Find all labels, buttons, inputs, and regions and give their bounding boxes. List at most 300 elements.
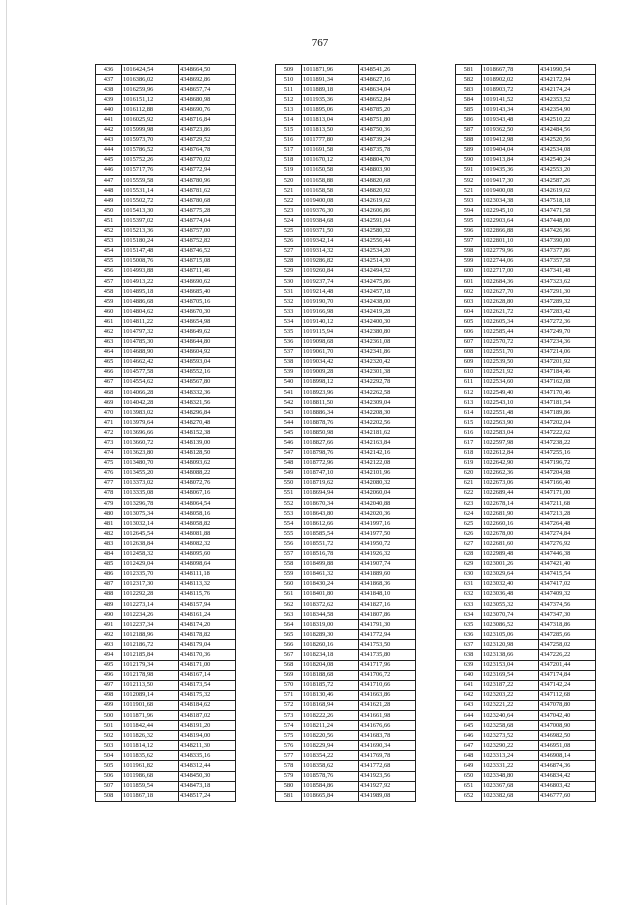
x-coordinate-cell: 1023029,64 (482, 569, 539, 579)
point-number-cell: 636 (456, 630, 482, 640)
x-coordinate-cell: 1022660,16 (482, 519, 539, 529)
x-coordinate-cell: 1011859,54 (122, 781, 179, 791)
x-coordinate-cell: 1018878,76 (302, 418, 359, 428)
y-coordinate-cell: 4341663,86 (359, 690, 416, 700)
x-coordinate-cell: 1018811,50 (302, 398, 359, 408)
y-coordinate-cell: 4348690,76 (179, 105, 236, 115)
table-row (276, 196, 416, 206)
x-coordinate-cell: 1018354,22 (302, 751, 359, 761)
point-number-cell: 514 (276, 115, 302, 125)
y-coordinate-cell: 4348723,86 (179, 125, 236, 135)
point-number-cell: 570 (276, 680, 302, 690)
y-coordinate-cell: 4348770,02 (179, 155, 236, 165)
point-number-cell: 546 (276, 438, 302, 448)
point-number-cell: 648 (456, 751, 482, 761)
y-coordinate-cell: 4347341,48 (539, 266, 596, 276)
x-coordinate-cell: 1011891,34 (302, 75, 359, 85)
y-coordinate-cell: 4347448,00 (539, 216, 596, 226)
y-coordinate-cell: 4341683,78 (359, 731, 416, 741)
table-row (276, 700, 416, 710)
y-coordinate-cell: 4347171,00 (539, 488, 596, 498)
x-coordinate-cell: 1022673,06 (482, 478, 539, 488)
point-number-cell: 609 (456, 357, 482, 367)
point-number-cell: 494 (96, 650, 122, 660)
y-coordinate-cell: 4341990,54 (539, 65, 596, 75)
x-coordinate-cell: 1023273,52 (482, 731, 539, 741)
x-coordinate-cell: 1019371,50 (302, 226, 359, 236)
y-coordinate-cell: 4348184,62 (179, 700, 236, 710)
point-number-cell: 652 (456, 791, 482, 801)
y-coordinate-cell: 4347204,98 (539, 468, 596, 478)
x-coordinate-cell: 1018319,00 (302, 620, 359, 630)
table-row (456, 226, 596, 236)
x-coordinate-cell: 1019400,08 (302, 196, 359, 206)
x-coordinate-cell: 1018903,72 (482, 85, 539, 95)
y-coordinate-cell: 4341753,50 (359, 640, 416, 650)
table-row (456, 65, 596, 75)
y-coordinate-cell: 4342419,28 (359, 307, 416, 317)
x-coordinate-cell: 1011813,50 (302, 125, 359, 135)
table-row (456, 145, 596, 155)
point-number-cell: 472 (96, 428, 122, 438)
point-number-cell: 623 (456, 499, 482, 509)
point-number-cell: 621 (456, 478, 482, 488)
x-coordinate-cell: 1019098,68 (302, 337, 359, 347)
point-number-cell: 452 (96, 226, 122, 236)
point-number-cell: 444 (96, 145, 122, 155)
x-coordinate-cell: 1018670,34 (302, 499, 359, 509)
y-coordinate-cell: 4348067,16 (179, 488, 236, 498)
y-coordinate-cell: 4348692,86 (179, 75, 236, 85)
point-number-cell: 483 (96, 539, 122, 549)
x-coordinate-cell: 1023348,80 (482, 771, 539, 781)
x-coordinate-cell: 1012234,26 (122, 610, 179, 620)
x-coordinate-cell: 1018772,96 (302, 458, 359, 468)
table-row (456, 216, 596, 226)
y-coordinate-cell: 4347289,32 (539, 297, 596, 307)
x-coordinate-cell: 1022801,10 (482, 236, 539, 246)
table-row (456, 468, 596, 478)
x-coordinate-cell: 1023290,22 (482, 741, 539, 751)
x-coordinate-cell: 1022678,00 (482, 529, 539, 539)
table-row (456, 680, 596, 690)
x-coordinate-cell: 1011986,68 (122, 771, 179, 781)
x-coordinate-cell: 1018665,84 (302, 791, 359, 801)
point-number-cell: 571 (276, 690, 302, 700)
y-coordinate-cell: 4341907,74 (359, 559, 416, 569)
point-number-cell: 516 (276, 135, 302, 145)
x-coordinate-cell: 1011826,32 (122, 731, 179, 741)
x-coordinate-cell: 1022689,44 (482, 488, 539, 498)
y-coordinate-cell: 4342208,30 (359, 408, 416, 418)
x-coordinate-cell: 1018168,94 (302, 700, 359, 710)
table-row (96, 458, 236, 468)
table-row (456, 488, 596, 498)
table-row (96, 115, 236, 125)
y-coordinate-cell: 4348644,80 (179, 337, 236, 347)
table-row (96, 741, 236, 751)
table-row (456, 569, 596, 579)
point-number-cell: 590 (456, 155, 482, 165)
table-row (456, 741, 596, 751)
x-coordinate-cell: 1018289,30 (302, 630, 359, 640)
point-number-cell: 478 (96, 488, 122, 498)
y-coordinate-cell: 4342520,56 (539, 135, 596, 145)
x-coordinate-cell: 1022563,90 (482, 418, 539, 428)
y-coordinate-cell: 4342438,00 (359, 297, 416, 307)
point-number-cell: 624 (456, 509, 482, 519)
x-coordinate-cell: 1022570,72 (482, 337, 539, 347)
y-coordinate-cell: 4347471,58 (539, 206, 596, 216)
table-row (96, 165, 236, 175)
table-row (456, 549, 596, 559)
table-row (456, 539, 596, 549)
y-coordinate-cell: 4347226,22 (539, 650, 596, 660)
x-coordinate-cell: 1023086,52 (482, 620, 539, 630)
table-row (456, 75, 596, 85)
y-coordinate-cell: 4342580,32 (359, 226, 416, 236)
y-coordinate-cell: 4347272,36 (539, 317, 596, 327)
x-coordinate-cell: 1018211,24 (302, 721, 359, 731)
y-coordinate-cell: 4341706,72 (359, 670, 416, 680)
x-coordinate-cell: 1014577,58 (122, 367, 179, 377)
y-coordinate-cell: 4348803,90 (359, 165, 416, 175)
point-number-cell: 610 (456, 367, 482, 377)
table-row (276, 509, 416, 519)
table-row (96, 711, 236, 721)
point-number-cell: 524 (276, 216, 302, 226)
table-row (456, 135, 596, 145)
point-number-cell: 462 (96, 327, 122, 337)
y-coordinate-cell: 4348113,32 (179, 579, 236, 589)
table-row (96, 700, 236, 710)
x-coordinate-cell: 1022642,90 (482, 458, 539, 468)
table-row (276, 438, 416, 448)
x-coordinate-cell: 1011658,58 (302, 186, 359, 196)
table-row (276, 297, 416, 307)
point-number-cell: 474 (96, 448, 122, 458)
x-coordinate-cell: 1022521,92 (482, 367, 539, 377)
y-coordinate-cell: 4347390,00 (539, 236, 596, 246)
y-coordinate-cell: 4348634,04 (359, 85, 416, 95)
table-row (456, 610, 596, 620)
point-number-cell: 555 (276, 529, 302, 539)
point-number-cell: 491 (96, 620, 122, 630)
y-coordinate-cell: 4347258,02 (539, 640, 596, 650)
y-coordinate-cell: 4348173,54 (179, 680, 236, 690)
y-coordinate-cell: 4347377,86 (539, 246, 596, 256)
table-row (276, 660, 416, 670)
table-row (456, 751, 596, 761)
x-coordinate-cell: 1015008,76 (122, 256, 179, 266)
x-coordinate-cell: 1018401,80 (302, 589, 359, 599)
y-coordinate-cell: 4348139,00 (179, 438, 236, 448)
point-number-cell: 445 (96, 155, 122, 165)
y-coordinate-cell: 4347222,62 (539, 428, 596, 438)
table-row (456, 85, 596, 95)
y-coordinate-cell: 4347184,46 (539, 367, 596, 377)
table-row (276, 347, 416, 357)
y-coordinate-cell: 4342619,62 (539, 186, 596, 196)
y-coordinate-cell: 4342122,08 (359, 458, 416, 468)
y-coordinate-cell: 4347112,68 (539, 690, 596, 700)
point-number-cell: 499 (96, 700, 122, 710)
y-coordinate-cell: 4347291,30 (539, 287, 596, 297)
point-number-cell: 529 (276, 266, 302, 276)
x-coordinate-cell: 1012429,04 (122, 559, 179, 569)
x-coordinate-cell: 1014886,68 (122, 297, 179, 307)
table-row (456, 559, 596, 569)
y-coordinate-cell: 4341661,98 (359, 711, 416, 721)
y-coordinate-cell: 4347238,22 (539, 438, 596, 448)
y-coordinate-cell: 4348751,80 (359, 115, 416, 125)
point-number-cell: 583 (456, 85, 482, 95)
x-coordinate-cell: 1014554,62 (122, 377, 179, 387)
table-row (276, 539, 416, 549)
x-coordinate-cell: 1015413,30 (122, 206, 179, 216)
y-coordinate-cell: 4348775,28 (179, 206, 236, 216)
point-number-cell: 437 (96, 75, 122, 85)
table-row (276, 165, 416, 175)
table-row (96, 620, 236, 630)
y-coordinate-cell: 4348664,50 (179, 65, 236, 75)
x-coordinate-cell: 1023169,54 (482, 670, 539, 680)
x-coordinate-cell: 1022621,72 (482, 307, 539, 317)
table-row (96, 549, 236, 559)
table-row (96, 509, 236, 519)
table-row (456, 408, 596, 418)
table-row (96, 216, 236, 226)
y-coordinate-cell: 4348552,16 (179, 367, 236, 377)
table-row (276, 287, 416, 297)
x-coordinate-cell: 1023105,06 (482, 630, 539, 640)
x-coordinate-cell: 1015752,26 (122, 155, 179, 165)
x-coordinate-cell: 1022551,70 (482, 347, 539, 357)
point-number-cell: 543 (276, 408, 302, 418)
y-coordinate-cell: 4348705,16 (179, 297, 236, 307)
table-row (276, 771, 416, 781)
point-number-cell: 646 (456, 731, 482, 741)
table-row (96, 105, 236, 115)
x-coordinate-cell: 1023187,22 (482, 680, 539, 690)
table-row (276, 145, 416, 155)
point-number-cell: 482 (96, 529, 122, 539)
point-number-cell: 598 (456, 246, 482, 256)
x-coordinate-cell: 1018229,94 (302, 741, 359, 751)
point-number-cell: 457 (96, 276, 122, 286)
point-number-cell: 466 (96, 367, 122, 377)
x-coordinate-cell: 1012113,50 (122, 680, 179, 690)
x-coordinate-cell: 1012645,54 (122, 529, 179, 539)
x-coordinate-cell: 1011658,88 (302, 176, 359, 186)
point-number-cell: 480 (96, 509, 122, 519)
table-row (276, 690, 416, 700)
x-coordinate-cell: 1023055,32 (482, 599, 539, 609)
table-row (96, 418, 236, 428)
x-coordinate-cell: 1023001,26 (482, 559, 539, 569)
y-coordinate-cell: 4347283,42 (539, 307, 596, 317)
point-number-cell: 578 (276, 761, 302, 771)
point-number-cell: 589 (456, 145, 482, 155)
point-number-cell: 542 (276, 398, 302, 408)
table-row (276, 610, 416, 620)
x-coordinate-cell: 1019237,74 (302, 276, 359, 286)
y-coordinate-cell: 4346777,60 (539, 791, 596, 801)
y-coordinate-cell: 4348820,68 (359, 176, 416, 186)
table-row (456, 398, 596, 408)
y-coordinate-cell: 4347264,48 (539, 519, 596, 529)
x-coordinate-cell: 1018260,16 (302, 640, 359, 650)
table-row (276, 216, 416, 226)
y-coordinate-cell: 4342484,56 (539, 125, 596, 135)
point-number-cell: 630 (456, 569, 482, 579)
table-row (276, 95, 416, 105)
table-row (96, 186, 236, 196)
x-coordinate-cell: 1013335,08 (122, 488, 179, 498)
point-number-cell: 439 (96, 95, 122, 105)
table-row (96, 589, 236, 599)
point-number-cell: 539 (276, 367, 302, 377)
table-row (456, 377, 596, 387)
table-row (96, 256, 236, 266)
x-coordinate-cell: 1015973,70 (122, 135, 179, 145)
y-coordinate-cell: 4342354,90 (539, 105, 596, 115)
point-number-cell: 580 (276, 781, 302, 791)
point-number-cell: 632 (456, 589, 482, 599)
table-row (96, 246, 236, 256)
y-coordinate-cell: 4347201,92 (539, 357, 596, 367)
x-coordinate-cell: 1015502,72 (122, 196, 179, 206)
x-coordinate-cell: 1015147,48 (122, 246, 179, 256)
table-row (456, 276, 596, 286)
x-coordinate-cell: 1013480,70 (122, 458, 179, 468)
table-row (456, 721, 596, 731)
x-coordinate-cell: 1011935,36 (302, 95, 359, 105)
y-coordinate-cell: 4348541,26 (359, 65, 416, 75)
table-row (276, 599, 416, 609)
y-coordinate-cell: 4348774,04 (179, 216, 236, 226)
y-coordinate-cell: 4342510,22 (539, 115, 596, 125)
table-row (96, 579, 236, 589)
y-coordinate-cell: 4341848,10 (359, 589, 416, 599)
table-row (456, 509, 596, 519)
table-row (276, 226, 416, 236)
x-coordinate-cell: 1023032,40 (482, 579, 539, 589)
point-number-cell: 587 (456, 125, 482, 135)
table-row (96, 327, 236, 337)
x-coordinate-cell: 1019214,48 (302, 287, 359, 297)
point-number-cell: 544 (276, 418, 302, 428)
y-coordinate-cell: 4342142,16 (359, 448, 416, 458)
table-row (96, 610, 236, 620)
table-row (276, 65, 416, 75)
point-number-cell: 463 (96, 337, 122, 347)
y-coordinate-cell: 4348649,62 (179, 327, 236, 337)
x-coordinate-cell: 1012188,96 (122, 630, 179, 640)
y-coordinate-cell: 4347357,58 (539, 256, 596, 266)
point-number-cell: 591 (456, 165, 482, 175)
x-coordinate-cell: 1012317,30 (122, 579, 179, 589)
y-coordinate-cell: 4342494,52 (359, 266, 416, 276)
x-coordinate-cell: 1019435,36 (482, 165, 539, 175)
coordinates-table-1 (95, 64, 236, 802)
x-coordinate-cell: 1018430,24 (302, 579, 359, 589)
point-number-cell: 521 (276, 186, 302, 196)
point-number-cell: 625 (456, 519, 482, 529)
y-coordinate-cell: 4346803,42 (539, 781, 596, 791)
table-row (456, 791, 596, 801)
y-coordinate-cell: 4348804,70 (359, 155, 416, 165)
y-coordinate-cell: 4347162,08 (539, 377, 596, 387)
table-row (456, 165, 596, 175)
table-row (456, 731, 596, 741)
point-number-cell: 486 (96, 569, 122, 579)
y-coordinate-cell: 4347421,40 (539, 559, 596, 569)
y-coordinate-cell: 4348715,08 (179, 256, 236, 266)
y-coordinate-cell: 4342587,26 (539, 176, 596, 186)
x-coordinate-cell: 1018130,46 (302, 690, 359, 700)
x-coordinate-cell: 1012185,84 (122, 650, 179, 660)
point-number-cell: 500 (96, 711, 122, 721)
point-number-cell: 496 (96, 670, 122, 680)
y-coordinate-cell: 4346951,08 (539, 741, 596, 751)
x-coordinate-cell: 1023240,64 (482, 711, 539, 721)
y-coordinate-cell: 4348194,00 (179, 731, 236, 741)
x-coordinate-cell: 1018643,80 (302, 509, 359, 519)
point-number-cell: 588 (456, 135, 482, 145)
x-coordinate-cell: 1014042,28 (122, 398, 179, 408)
table-row (96, 276, 236, 286)
y-coordinate-cell: 4347417,02 (539, 579, 596, 589)
x-coordinate-cell: 1014797,32 (122, 327, 179, 337)
point-number-cell: 518 (276, 155, 302, 165)
x-coordinate-cell: 1023070,74 (482, 610, 539, 620)
table-row (456, 236, 596, 246)
y-coordinate-cell: 4347409,32 (539, 589, 596, 599)
y-coordinate-cell: 4348680,98 (179, 95, 236, 105)
point-number-cell: 563 (276, 610, 302, 620)
point-number-cell: 464 (96, 347, 122, 357)
y-coordinate-cell: 4348072,76 (179, 478, 236, 488)
y-coordinate-cell: 4347318,86 (539, 620, 596, 630)
table-row (276, 317, 416, 327)
point-number-cell: 581 (456, 65, 482, 75)
table-row (276, 650, 416, 660)
table-row (456, 327, 596, 337)
y-coordinate-cell: 4342556,44 (359, 236, 416, 246)
table-row (276, 85, 416, 95)
point-number-cell: 597 (456, 236, 482, 246)
point-number-cell: 456 (96, 266, 122, 276)
point-number-cell: 490 (96, 610, 122, 620)
table-row (276, 206, 416, 216)
table-row (276, 620, 416, 630)
x-coordinate-cell: 1019342,14 (302, 236, 359, 246)
y-coordinate-cell: 4347202,04 (539, 418, 596, 428)
x-coordinate-cell: 1019115,94 (302, 327, 359, 337)
x-coordinate-cell: 1013983,02 (122, 408, 179, 418)
x-coordinate-cell: 1013373,02 (122, 478, 179, 488)
x-coordinate-cell: 1022534,60 (482, 377, 539, 387)
point-number-cell: 640 (456, 670, 482, 680)
y-coordinate-cell: 4348058,82 (179, 519, 236, 529)
point-number-cell: 446 (96, 165, 122, 175)
coordinates-table-3 (455, 64, 596, 802)
point-number-cell: 501 (96, 721, 122, 731)
y-coordinate-cell: 4348152,38 (179, 428, 236, 438)
x-coordinate-cell: 1023382,68 (482, 791, 539, 801)
point-number-cell: 585 (456, 105, 482, 115)
